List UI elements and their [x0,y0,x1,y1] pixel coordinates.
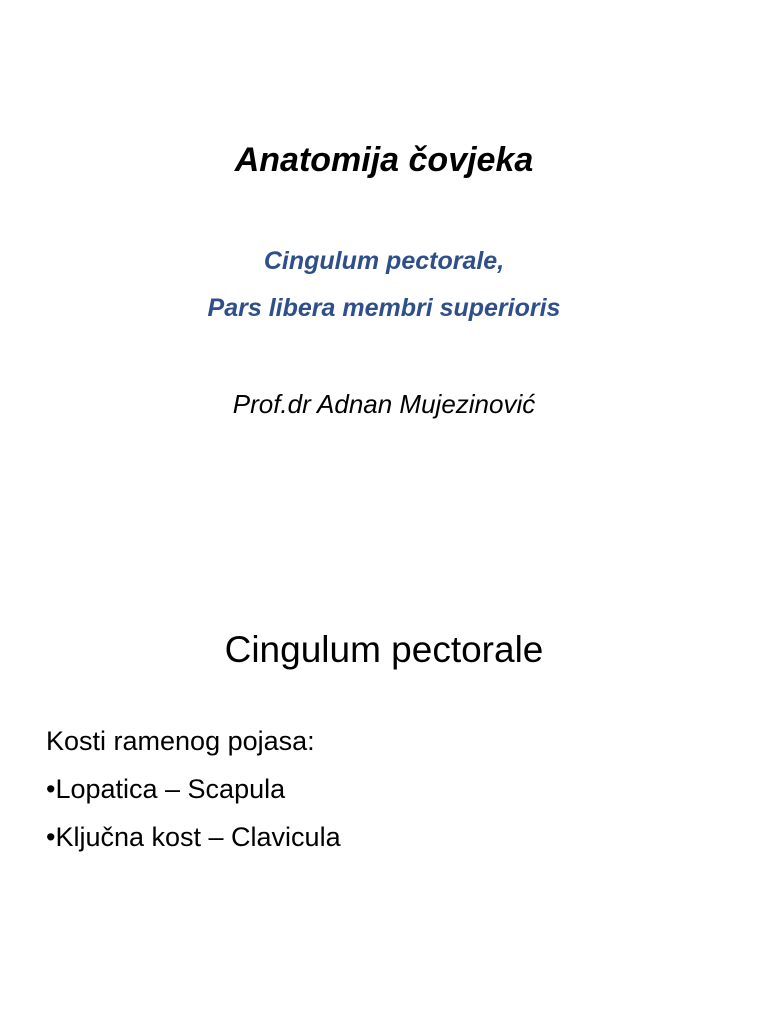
slide-heading: Cingulum pectorale [224,629,544,670]
slide-subtitle [0,238,768,332]
list-item: •Lopatica – Scapula [46,774,286,804]
list-item: •Ključna kost – Clavicula [46,822,341,852]
subtitle-line: Cingulum pectorale, [263,247,505,275]
author-name: Prof.dr Adnan Mujezinović [232,389,536,419]
content-slide [0,512,768,1024]
slide-title: Anatomija čovjeka [234,141,534,179]
subtitle-line: Pars libera membri superioris [207,294,561,322]
list-intro: Kosti ramenog pojasa: [46,726,315,756]
bone-list [46,717,341,861]
